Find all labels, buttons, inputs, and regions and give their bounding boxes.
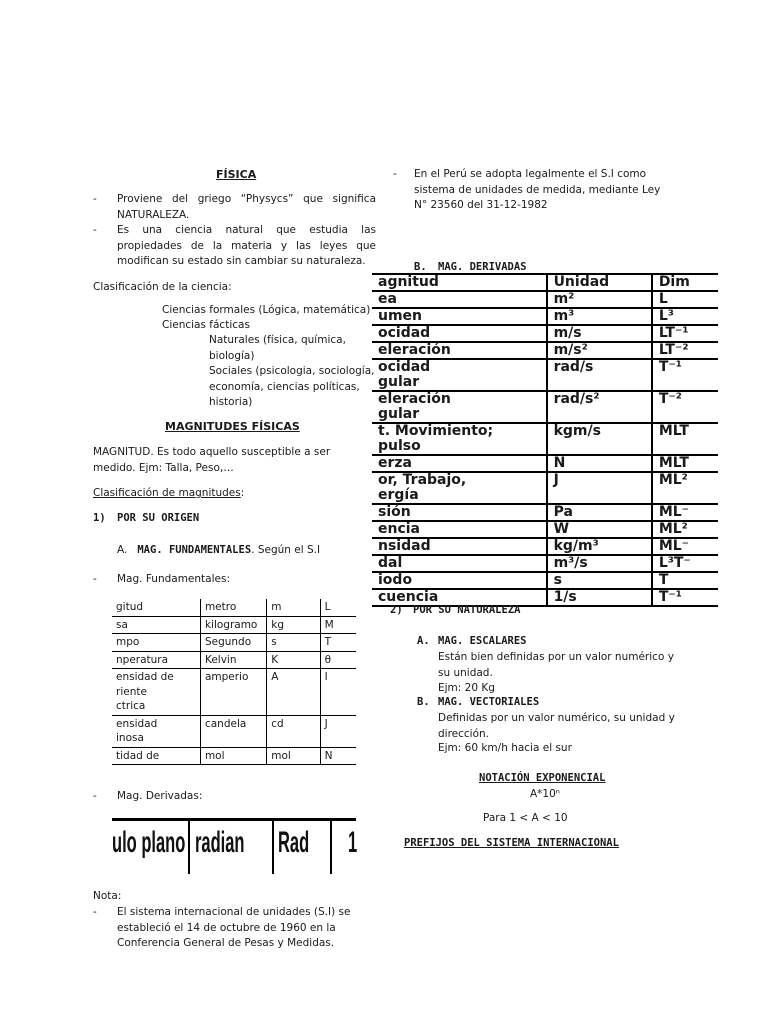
fund-table-cell: M [320, 616, 356, 634]
vectoriales-example: Ejm: 60 km/h hacia el sur [438, 742, 572, 754]
der-table-row [372, 423, 718, 455]
nota-label: Nota: [93, 890, 122, 902]
der-table-row [372, 572, 718, 589]
image-divider-2 [272, 821, 274, 874]
dash-5: - [93, 906, 97, 918]
der-table-cell: ocidad [372, 325, 547, 342]
fund-table-cell: J [320, 715, 356, 747]
fund-table-row [112, 616, 356, 634]
origen-heading: POR SU ORIGEN [117, 512, 200, 524]
der-table-cell: eleración gular [372, 391, 547, 423]
fund-table-cell: mol [267, 747, 320, 765]
der-table-header-cell: Dim [652, 274, 718, 291]
escalares-title: MAG. ESCALARES [438, 635, 527, 647]
fund-table-cell: θ [320, 651, 356, 669]
dash-1: - [93, 193, 97, 205]
der-table-cell: rad/s [547, 359, 652, 391]
notacion-range: Para 1 < A < 10 [483, 812, 568, 824]
mag-derivadas-label: Mag. Derivadas: [117, 790, 203, 802]
der-table-row [372, 342, 718, 359]
escalares-example: Ejm: 20 Kg [438, 682, 495, 694]
mag-fundamentales-label: Mag. Fundamentales: [117, 573, 230, 585]
fund-table-cell: mol [200, 747, 266, 765]
der-table-row [372, 308, 718, 325]
der-table-cell: ocidad gular [372, 359, 547, 391]
der-table-cell: ML² [652, 472, 718, 504]
nota-text: El sistema internacional de unidades (S.I) se estableció el 14 de octubre de 1960 en la Conferencia General de Pesas y Medidas. [117, 906, 351, 949]
image-cell-2: radian [195, 826, 245, 859]
image-divider-1 [188, 821, 190, 874]
fund-table-cell: nperatura [112, 651, 200, 669]
notacion-formula: A*10ⁿ [530, 788, 560, 800]
fund-table-cell: K [267, 651, 320, 669]
image-divider-3 [330, 821, 332, 874]
der-table-cell: N [547, 455, 652, 472]
derivadas-table-wrap [372, 274, 718, 605]
fund-table-cell: kg [267, 616, 320, 634]
fund-table-cell: cd [267, 715, 320, 747]
der-table-cell: 1/s [547, 589, 652, 606]
derivadas-title: MAG. DERIVADAS [438, 261, 527, 273]
der-table-cell: m³ [547, 308, 652, 325]
naturaleza-number: 2) [390, 604, 403, 616]
fund-table-row [112, 599, 356, 616]
clasificacion-label: Clasificación de la ciencia: [93, 281, 232, 293]
origen-number: 1) [93, 512, 106, 524]
der-table-cell: or, Trabajo, ergía [372, 472, 547, 504]
fund-table-cell: A [267, 669, 320, 716]
der-table-header-cell: Unidad [547, 274, 652, 291]
der-table-cell: t. Movimiento; pulso [372, 423, 547, 455]
der-table-row [372, 455, 718, 472]
der-table-row [372, 359, 718, 391]
ciencias-facticas: Ciencias fácticas [162, 319, 250, 331]
vectoriales-letter: B. [417, 696, 430, 708]
der-table-cell: ML⁻ [652, 504, 718, 521]
derivadas-table [372, 273, 718, 607]
der-table-header-row [372, 274, 718, 291]
ciencias-naturales: Naturales (física, química, biología) [209, 334, 346, 362]
ciencias-sociales: Sociales (psicologia, sociología, economía, ciencias políticas, historia) [209, 365, 375, 408]
naturaleza-heading: POR SU NATURALEZA [413, 604, 521, 616]
der-table-cell: T⁻¹ [652, 359, 718, 391]
image-top-line [112, 818, 356, 821]
der-table-cell: nsidad [372, 538, 547, 555]
fundamentales-bold: MAG. FUNDAMENTALES [137, 544, 252, 556]
image-cell-1: ulo plano [112, 826, 186, 859]
dash-6: - [393, 168, 397, 180]
der-table-cell: erza [372, 455, 547, 472]
vectoriales-text: Definidas por un valor numérico, su unidad y dirección. [438, 712, 675, 740]
dash-2: - [93, 224, 97, 236]
der-table-row [372, 555, 718, 572]
fund-table-cell: Kelvin [200, 651, 266, 669]
fund-table-cell: kilogramo [200, 616, 266, 634]
prefijos-title: PREFIJOS DEL SISTEMA INTERNACIONAL [404, 837, 619, 849]
fundamentales-table [112, 599, 356, 765]
der-table-cell: ML⁻ [652, 538, 718, 555]
der-table-row [372, 521, 718, 538]
der-table-cell: J [547, 472, 652, 504]
fund-table-cell: I [320, 669, 356, 716]
escalares-letter: A. [417, 635, 430, 647]
der-table-cell: m/s [547, 325, 652, 342]
der-table-row [372, 538, 718, 555]
der-table-cell: kgm/s [547, 423, 652, 455]
der-table-cell: Pa [547, 504, 652, 521]
der-table-row [372, 504, 718, 521]
fund-table-cell: ensidad de riente ctrica [112, 669, 200, 716]
der-table-cell: W [547, 521, 652, 538]
clasificacion-magnitudes [93, 487, 244, 499]
derivadas-image [112, 818, 356, 874]
fund-table-row [112, 669, 356, 716]
fund-table-cell: L [320, 599, 356, 616]
vectoriales-title: MAG. VECTORIALES [438, 696, 540, 708]
der-table-cell: encia [372, 521, 547, 538]
ciencias-formales: Ciencias formales (Lógica, matemática) [162, 304, 371, 316]
peru-text: En el Perú se adopta legalmente el S.I como sistema de unidades de medida, mediante Ley N° 23560 del 31-12-1982 [414, 168, 661, 211]
fund-table-cell: m [267, 599, 320, 616]
der-table-cell: sión [372, 504, 547, 521]
der-table-cell: T⁻¹ [652, 589, 718, 606]
der-table-cell: MLT [652, 455, 718, 472]
fund-table-row [112, 651, 356, 669]
der-table-cell: m³/s [547, 555, 652, 572]
fund-table-cell: amperio [200, 669, 266, 716]
der-table-row [372, 291, 718, 308]
der-table-cell: L³T⁻ [652, 555, 718, 572]
der-table-cell: s [547, 572, 652, 589]
der-table-cell: umen [372, 308, 547, 325]
fund-table-row [112, 634, 356, 652]
der-table-cell: MLT [652, 423, 718, 455]
der-table-cell: T⁻² [652, 391, 718, 423]
der-table-cell: ea [372, 291, 547, 308]
bullet-origin: Proviene del griego “Physycs” que significa NATURALEZA. [117, 193, 376, 221]
fund-table-cell: tidad de [112, 747, 200, 765]
der-table-cell: LT⁻² [652, 342, 718, 359]
fund-table-cell: s [267, 634, 320, 652]
der-table-cell: kg/m³ [547, 538, 652, 555]
fund-table-cell: candela [200, 715, 266, 747]
derivadas-letter: B. [414, 261, 427, 273]
der-table-cell: rad/s² [547, 391, 652, 423]
der-table-cell: iodo [372, 572, 547, 589]
der-table-cell: eleración [372, 342, 547, 359]
der-table-cell: ML² [652, 521, 718, 538]
fundamentales-letter: A. [117, 544, 128, 556]
notacion-title: NOTACIÓN EXPONENCIAL [479, 772, 606, 784]
der-table-cell: L [652, 291, 718, 308]
der-table-cell: m² [547, 291, 652, 308]
fundamentales-table-wrap [112, 599, 356, 775]
fisica-title: FÍSICA [216, 168, 257, 181]
der-table-cell: dal [372, 555, 547, 572]
der-table-cell: L³ [652, 308, 718, 325]
fundamentales-rest: . Según el S.I [251, 544, 321, 556]
fund-table-cell: mpo [112, 634, 200, 652]
fund-table-cell: gitud [112, 599, 200, 616]
image-cell-3: Rad [278, 826, 310, 859]
clasificacion-magnitudes-colon: : [240, 487, 245, 499]
der-table-row [372, 325, 718, 342]
magnitud-definition: MAGNITUD. Es todo aquello susceptible a ser medido. Ejm: Talla, Peso,… [93, 446, 331, 474]
fund-table-row [112, 747, 356, 765]
fund-table-cell: Segundo [200, 634, 266, 652]
der-table-cell: cuencia [372, 589, 547, 606]
fund-table-cell: ensidad inosa [112, 715, 200, 747]
der-table-cell: m/s² [547, 342, 652, 359]
fund-table-cell: T [320, 634, 356, 652]
fund-table-cell: metro [200, 599, 266, 616]
fundamentales-heading [117, 544, 320, 556]
bullet-definition: Es una ciencia natural que estudia las propiedades de la materia y las leyes que modifican su estado sin cambiar su naturaleza. [117, 224, 376, 267]
dash-4: - [93, 790, 97, 802]
der-table-header-cell: agnitud [372, 274, 547, 291]
dash-3: - [93, 573, 97, 585]
der-table-cell: T [652, 572, 718, 589]
der-table-cell: LT⁻¹ [652, 325, 718, 342]
magnitudes-title: MAGNITUDES FÍSICAS [165, 420, 300, 433]
fund-table-row [112, 715, 356, 747]
fund-table-cell: N [320, 747, 356, 765]
image-cell-4: 1 [348, 826, 358, 859]
der-table-row [372, 472, 718, 504]
clasificacion-magnitudes-text: Clasificación de magnitudes [93, 487, 241, 499]
escalares-text: Están bien definidas por un valor numérico y su unidad. [438, 651, 674, 679]
fund-table-cell: sa [112, 616, 200, 634]
der-table-row [372, 391, 718, 423]
